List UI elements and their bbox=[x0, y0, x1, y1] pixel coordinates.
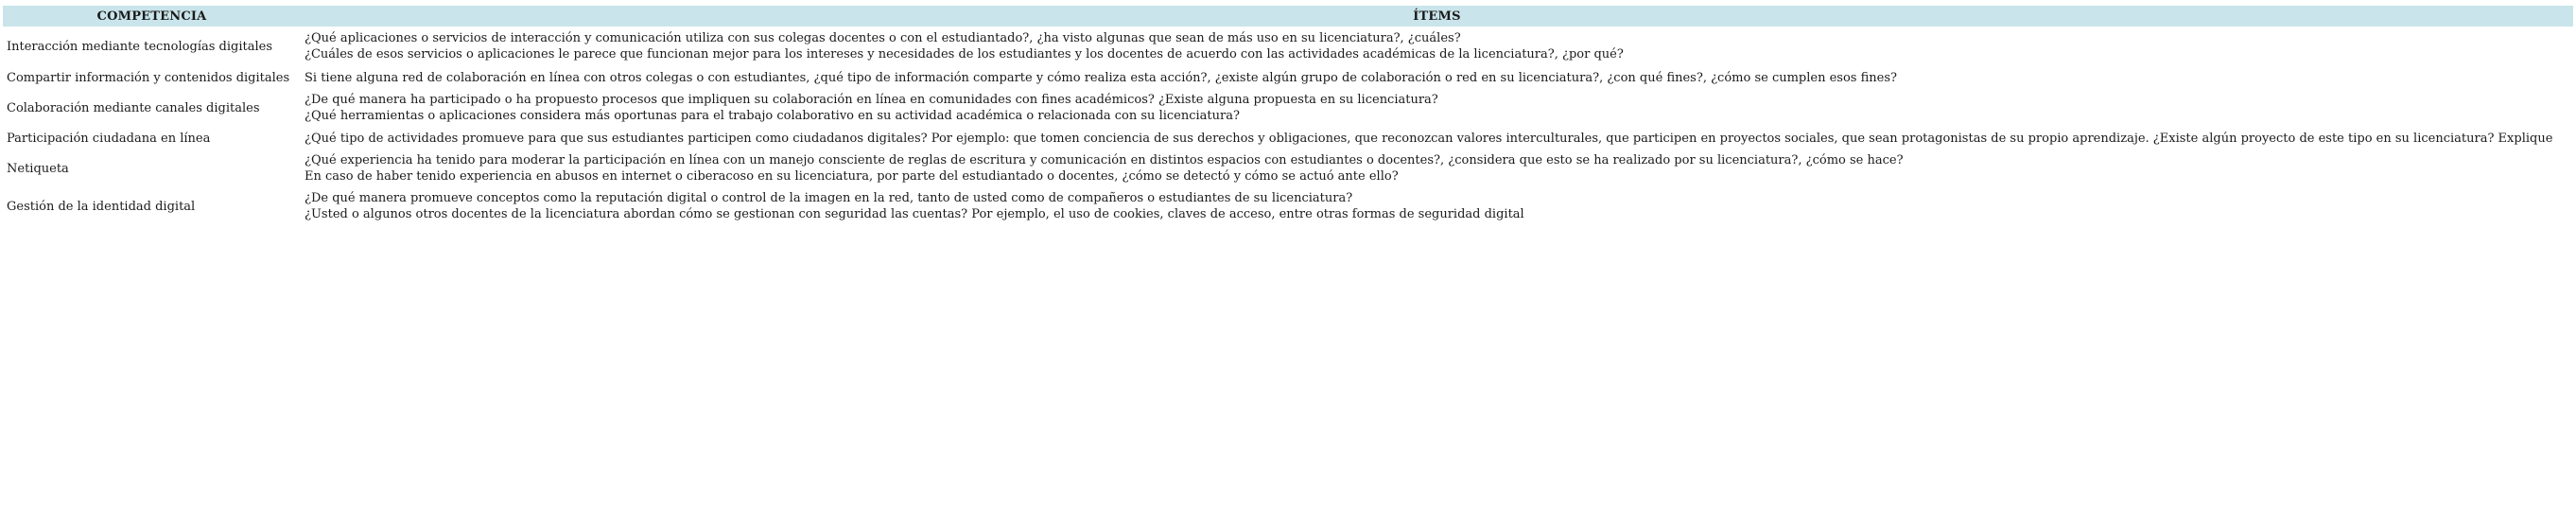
items-cell bbox=[301, 127, 2573, 150]
items-cell bbox=[301, 150, 2573, 187]
item-text: ¿Qué herramientas o aplicaciones considera más oportunas para el trabajo colaborativo en su actividad académica o relacionada con su licenciatura? bbox=[305, 109, 1240, 123]
header-competencia: COMPETENCIA bbox=[3, 6, 301, 26]
item-text: En caso de haber tenido experiencia en abusos en internet o ciberacoso en su licenciatura, por parte del estudiantado o docentes, ¿cómo se detectó y cómo se actuó ante ello? bbox=[305, 169, 1399, 184]
competencia-cell: Netiqueta bbox=[7, 161, 69, 176]
table-row bbox=[3, 187, 2573, 225]
item-text: ¿Qué aplicaciones o servicios de interacción y comunicación utiliza con sus colegas docentes o con el estudiantado?, ¿ha visto algunas que sean de más uso en su licenciatura?, ¿cuáles? bbox=[305, 31, 1461, 45]
table-header-row bbox=[3, 6, 2573, 26]
item-text: ¿Cuáles de esos servicios o aplicaciones le parece que funcionan mejor para los intereses y necesidades de los estudiantes y los docentes de acuerdo con las actividades académicas de la licenciatura?, ¿por qué? bbox=[305, 47, 1624, 62]
competency-table-container bbox=[3, 6, 2573, 225]
item-text: ¿Qué tipo de actividades promueve para que sus estudiantes participen como ciudadanos digitales? Por ejemplo: que tomen conciencia de sus derechos y obligaciones, que reconozcan valores interculturales, que participen en proyectos sociales, que sean protagonistas de su propio aprendizaje. ¿Existe algún proyecto de este tipo en su licenciatura? Explique bbox=[305, 131, 2553, 146]
item-text: ¿Usted o algunos otros docentes de la licenciatura abordan cómo se gestionan con seguridad las cuentas? Por ejemplo, el uso de cookies, claves de acceso, entre otras formas de seguridad digital bbox=[305, 207, 1524, 221]
items-cell bbox=[301, 187, 2573, 225]
competencia-cell: Compartir información y contenidos digitales bbox=[7, 70, 290, 85]
table-row bbox=[3, 66, 2573, 89]
table-row bbox=[3, 150, 2573, 187]
competencia-cell: Colaboración mediante canales digitales bbox=[7, 100, 260, 115]
competencia-cell: Gestión de la identidad digital bbox=[7, 199, 196, 214]
competencia-cell: Interacción mediante tecnologías digitales bbox=[7, 39, 272, 54]
item-text: ¿Qué experiencia ha tenido para moderar la participación en línea con un manejo consciente de reglas de escritura y comunicación en distintos espacios con estudiantes o docentes?, ¿considera que esto se ha realizado por su licenciatura?, ¿cómo se hace? bbox=[305, 153, 1904, 167]
competencia-cell: Participación ciudadana en línea bbox=[7, 131, 211, 146]
competency-table bbox=[3, 6, 2573, 225]
items-cell bbox=[301, 89, 2573, 127]
item-text: Si tiene alguna red de colaboración en línea con otros colegas o con estudiantes, ¿qué tipo de información comparte y cómo realiza esta acción?, ¿existe algún grupo de colaboración o red en su licenciatura?, ¿con qué fines?, ¿cómo se cumplen esos fines? bbox=[305, 70, 1897, 85]
header-items: ÍTEMS bbox=[301, 6, 2573, 26]
items-cell bbox=[301, 66, 2573, 89]
table-row bbox=[3, 26, 2573, 66]
items-cell bbox=[301, 26, 2573, 66]
item-text: ¿De qué manera ha participado o ha propuesto procesos que impliquen su colaboración en línea en comunidades con fines académicos? ¿Existe alguna propuesta en su licenciatura? bbox=[305, 93, 1438, 107]
item-text: ¿De qué manera promueve conceptos como la reputación digital o control de la imagen en la red, tanto de usted como de compañeros o estudiantes de su licenciatura? bbox=[305, 191, 1353, 205]
table-row bbox=[3, 89, 2573, 127]
table-row bbox=[3, 127, 2573, 150]
